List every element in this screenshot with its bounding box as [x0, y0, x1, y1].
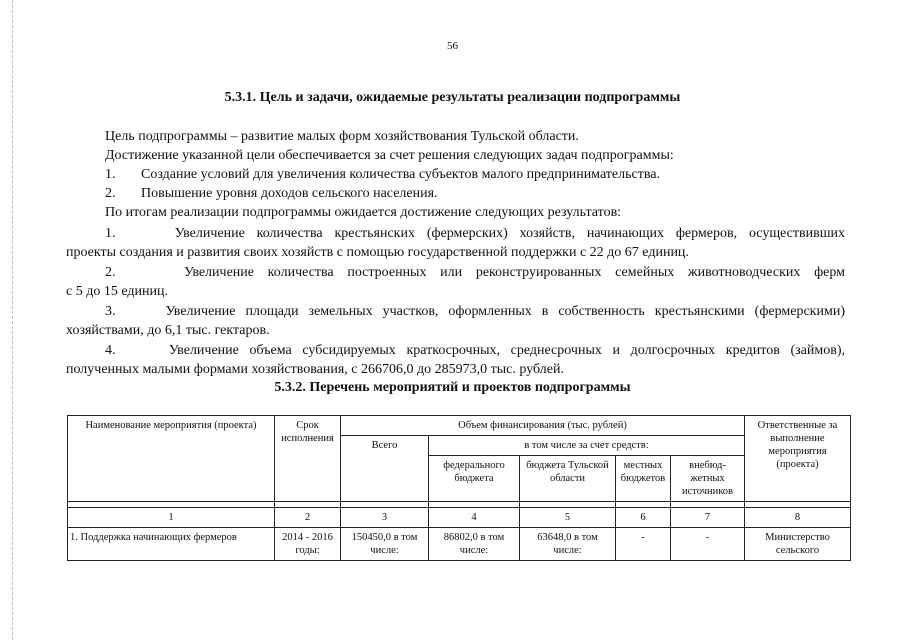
section-heading-532: 5.3.2. Перечень мероприятий и проектов подпрограммы [274, 380, 631, 395]
column-number: 7 [671, 508, 745, 528]
header-extra: внебюд-жетных источников [671, 456, 745, 502]
result-item-first-line: 3. Увеличение площади земельных участков, оформленных в собственность крестьянскими (фермерскими) [105, 304, 845, 319]
result-item-continuation: полученных малыми формами хозяйствования, с 266706,0 до 285973,0 тыс. рублей. [66, 362, 564, 377]
results-intro-paragraph: По итогам реализации подпрограммы ожидается достижение следующих результатов: [105, 205, 622, 220]
cell-regional: 63648,0 в том числе: [520, 528, 616, 561]
column-number: 1 [68, 508, 275, 528]
header-federal: федерального бюджета [429, 456, 520, 502]
column-numbers-row [68, 508, 851, 528]
result-item-continuation: проекты создания и развития своих хозяйств с помощью государственной поддержки с 22 до 67 единиц. [66, 245, 689, 260]
result-item-first-line: 2. Увеличение количества построенных или реконструированных семейных животноводческих ферм [105, 265, 845, 280]
column-number: 5 [520, 508, 616, 528]
table-header-row [68, 416, 851, 436]
table-row [68, 528, 851, 561]
cell-local: - [616, 528, 671, 561]
cell-extra: - [671, 528, 745, 561]
page-number: 56 [447, 40, 458, 52]
body-text [66, 127, 845, 379]
cell-total: 150450,0 в том числе: [341, 528, 429, 561]
result-item-first-line: 1. Увеличение количества крестьянских (фермерских) хозяйств, начинающих фермеров, осуществивших [105, 226, 845, 241]
task-text: Создание условий для увеличения количества субъектов малого предпринимательства. [141, 167, 660, 182]
task-text: Повышение уровня доходов сельского населения. [141, 186, 438, 201]
achievement-paragraph: Достижение указанной цели обеспечивается за счет решения следующих задач подпрограммы: [105, 148, 674, 163]
cell-responsible: Министерство сельского [745, 528, 851, 561]
result-item-first-line: 4. Увеличение объема субсидируемых краткосрочных, среднесрочных и долгосрочных кредитов (займов), [105, 343, 845, 358]
column-number: 4 [429, 508, 520, 528]
column-number: 6 [616, 508, 671, 528]
cell-federal: 86802,0 в том числе: [429, 528, 520, 561]
header-financing: Объем финансирования (тыс. рублей) [341, 416, 745, 436]
cell-name: 1. Поддержка начинающих фермеров [68, 528, 275, 561]
header-responsible: Ответственные за выполнение мероприятия (проекта) [745, 416, 851, 502]
task-number: 1. [105, 167, 116, 182]
header-regional: бюджета Тульской области [520, 456, 616, 502]
task-item [66, 184, 845, 203]
header-local: местных бюджетов [616, 456, 671, 502]
task-item [66, 165, 845, 184]
header-term: Срок исполнения [275, 416, 341, 502]
column-number: 8 [745, 508, 851, 528]
result-item-continuation: с 5 до 15 единиц. [66, 284, 168, 299]
column-number: 2 [275, 508, 341, 528]
header-including: в том числе за счет средств: [429, 436, 745, 456]
goal-paragraph: Цель подпрограммы – развитие малых форм хозяйствования Тульской области. [105, 129, 579, 144]
section-heading-531: 5.3.1. Цель и задачи, ожидаемые результаты реализации подпрограммы [224, 90, 681, 105]
header-total: Всего [341, 436, 429, 502]
cell-term: 2014 - 2016 годы: [275, 528, 341, 561]
header-name: Наименование мероприятия (проекта) [68, 416, 275, 502]
activities-table [67, 415, 851, 561]
task-number: 2. [105, 186, 116, 201]
result-item-continuation: хозяйствами, до 6,1 тыс. гектаров. [66, 323, 270, 338]
column-number: 3 [341, 508, 429, 528]
